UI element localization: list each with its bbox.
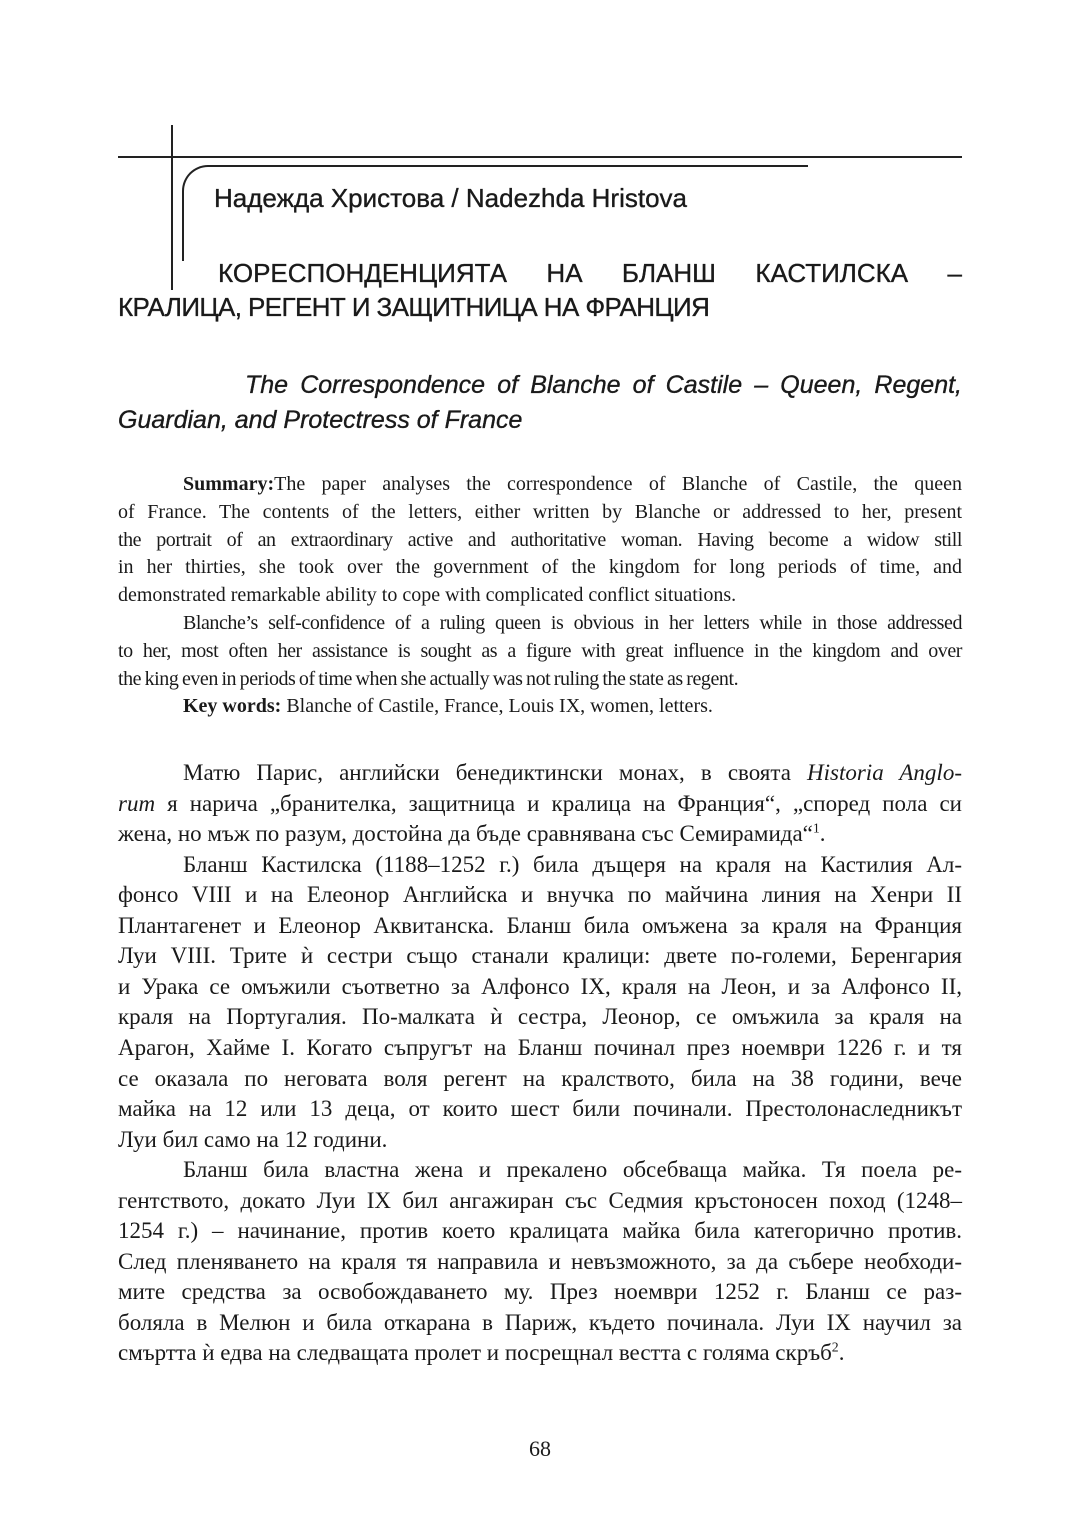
- body-line: [118, 1125, 962, 1156]
- author-name: Надежда Христова / Nadezhda Hristova: [214, 183, 687, 213]
- text-run: След пленяването на краля тя направила и невъзможното, за да събере необходи-: [118, 1248, 962, 1274]
- text-run: demonstrated remarkable ability to cope with complicated conflict situations.: [118, 584, 737, 607]
- body-line: [118, 1308, 962, 1339]
- summary-line: [118, 498, 962, 526]
- title-line: КОРЕСПОНДЕНЦИЯТА НА БЛАНШ КАСТИЛСКА –: [218, 258, 962, 288]
- body-line: [118, 1094, 962, 1125]
- text-run: Бланш била властна жена и прекалено обсебваща майка. Тя поела ре-: [183, 1157, 962, 1183]
- summary-line: [118, 470, 962, 498]
- body-line: [118, 1186, 962, 1217]
- body-line: [118, 819, 962, 850]
- text-run: Луи бил само на 12 години.: [118, 1126, 388, 1152]
- text-run: я нарича „бранителка, защитница и кралица на Франция“, „според пола си: [155, 790, 962, 816]
- body-line: [118, 1277, 962, 1308]
- body-line: [118, 850, 962, 881]
- text-run: .: [838, 1340, 845, 1366]
- body-line: [118, 1155, 962, 1186]
- body-line: [118, 972, 962, 1003]
- text-run: to her, most often her assistance is sought as a figure with great influence in the kingdom and over: [118, 639, 962, 662]
- text-run: смъртта ѝ едва на следващата пролет и посрещнал вестта с голяма скръб: [118, 1340, 832, 1366]
- footnote-ref: 2: [831, 1339, 839, 1355]
- body-line: [118, 789, 962, 820]
- text-run: боляла в Мелюн и била откарана в Париж, където починала. Луи IX научил за: [118, 1309, 962, 1335]
- text-run: The paper analyses the correspondence of Blanche of Castile, the queen: [274, 473, 962, 495]
- summary-line: [118, 553, 962, 581]
- title-line: КРАЛИЦА, РЕГЕНТ И ЗАЩИТНИЦА НА ФРАНЦИЯ: [118, 292, 710, 322]
- text-run: се оказала по неговата воля регент на кралството, била на 38 години, вече: [118, 1065, 962, 1091]
- summary-line: [118, 692, 962, 720]
- bold-label: Key words:: [183, 695, 282, 718]
- body-line: [118, 880, 962, 911]
- page-number: 68: [529, 1436, 551, 1461]
- text-run: Арагон, Хайме I. Когато съпругът на Бланш починал през ноември 1226 г. и тя: [118, 1034, 962, 1060]
- summary-line: [118, 526, 962, 554]
- text-run: и Урака се омъжили съответно за Алфонсо IX, краля на Леон, и за Алфонсо II,: [118, 973, 962, 999]
- text-run: Луи VIII. Трите ѝ сестри също станали кралици: двете по-големи, Беренгария: [118, 943, 962, 969]
- text-run: the portrait of an extraordinary active and authoritative woman. Having become a widow still: [118, 528, 962, 551]
- header-rule-horizontal: [118, 156, 962, 158]
- body-line: [118, 1247, 962, 1278]
- summary-line: [118, 581, 962, 609]
- body-line: [118, 941, 962, 972]
- text-run: .: [819, 821, 826, 847]
- text-run: of France. The contents of the letters, either written by Blanche or addressed to her, present: [118, 500, 962, 523]
- footnote-ref: 1: [812, 820, 820, 836]
- text-run: 1254 г.) – начинание, против което кралицата майка била категорично против.: [118, 1218, 962, 1244]
- body-line: [118, 758, 962, 789]
- summary-line: [118, 665, 962, 693]
- body-line: [118, 1033, 962, 1064]
- bold-label: Summary:: [183, 473, 275, 495]
- text-run: гентството, докато Луи IX бил ангажиран със Седмия кръстоносен поход (1248–: [118, 1187, 962, 1213]
- text-run: Матю Парис, английски бенедиктински монах, в своята: [183, 760, 808, 785]
- text-run: Плантагенет и Елеонор Аквитанска. Бланш била омъжена за краля на Франция: [118, 912, 962, 938]
- text-run: майка на 12 или 13 деца, от които шест били починали. Престолонаследникът: [118, 1096, 962, 1122]
- summary-line: [118, 637, 962, 665]
- text-run: Бланш Кастилска (1188–1252 г.) била дъщеря на краля на Кастилия Ал-: [183, 851, 962, 877]
- text-run: the king even in periods of time when she actually was not ruling the state as regent.: [118, 667, 739, 690]
- body-line: [118, 911, 962, 942]
- summary-line: [118, 609, 962, 637]
- text-run: rum: [118, 790, 156, 816]
- text-run: Historia Anglo-: [807, 760, 962, 785]
- english-title-line: The Correspondence of Blanche of Castile – Queen, Regent,: [245, 371, 962, 399]
- text-run: фонсо VIII и на Елеонор Английска и внучка по майчина линия на Хенри II: [118, 882, 962, 908]
- text-run: мите средства за освобождаването му. През ноември 1252 г. Бланш се раз-: [118, 1279, 962, 1305]
- text-run: жена, но мъж по разум, достойна да бъде сравнявана със Семирамида“: [118, 821, 813, 847]
- body-line: [118, 1064, 962, 1095]
- header-rule-vertical: [171, 125, 173, 290]
- body-line: [118, 1338, 962, 1369]
- header-rule-inner: [240, 165, 808, 167]
- english-title-line: Guardian, and Protectress of France: [118, 406, 523, 434]
- text-run: Blanche of Castile, France, Louis IX, women, letters.: [281, 695, 713, 718]
- text-run: Blanche’s self-confidence of a ruling queen is obvious in her letters while in those addressed: [183, 612, 962, 634]
- body-line: [118, 1216, 962, 1247]
- text-run: in her thirties, she took over the government of the kingdom for long periods of time, and: [118, 556, 962, 579]
- text-run: краля на Португалия. По-малката ѝ сестра, Леонор, се омъжила за краля на: [118, 1004, 962, 1030]
- body-line: [118, 1002, 962, 1033]
